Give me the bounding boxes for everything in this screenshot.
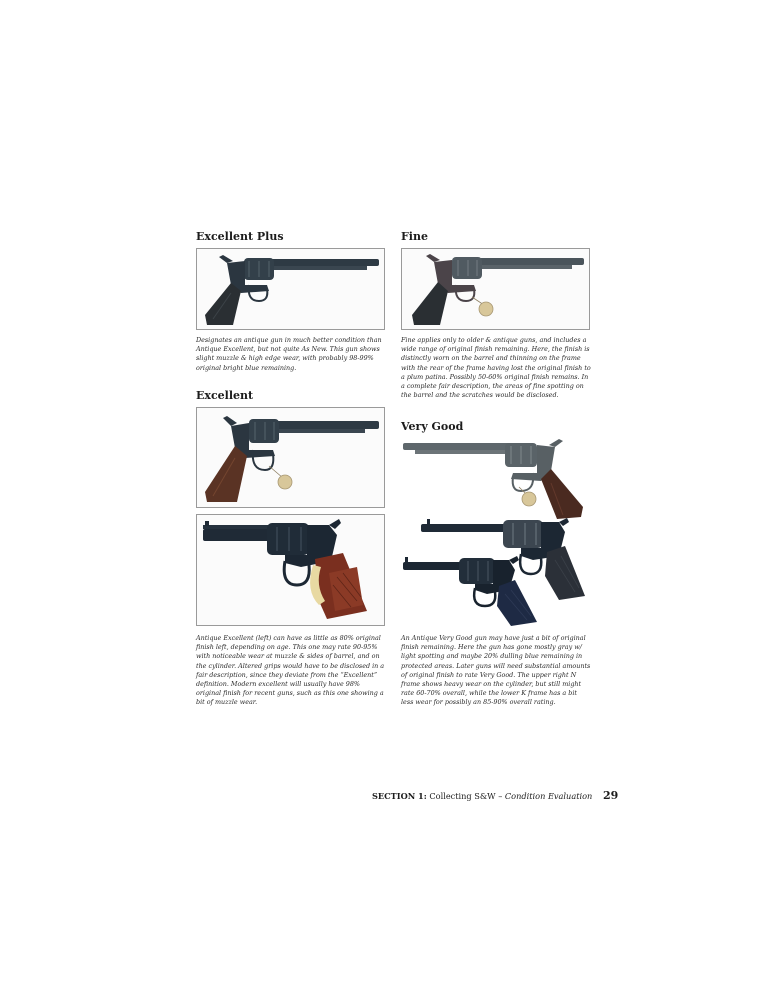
heading-excellent: Excellent [196,389,254,402]
photo-excellent-plus-revolver [196,248,385,330]
photo-excellent-antique-revolver [196,407,385,508]
caption-very-good: An Antique Very Good gun may have just a bit of original finish remaining. Here the gun has gone mostly gray w/ light spotting and maybe 20% dulling blue remaining in protected areas. Later guns will need substantial amounts of original finish to rate Very Good. The upper right N frame shows heavy wear on the cylinder, but still might rate 60-70% overall, while the lower K frame has a bit less wear for possibly an 85-90% overall rating. [401,634,591,707]
caption-fine: Fine applies only to older & antique guns, and includes a wide range of original finish remaining. Here, the finish is distinctly worn on the barrel and thinning on the frame with the rear of the frame having lost the original finish to a plum patina. Possibly 50-60% original finish remains. In a complete fair description, the areas of fine spotting on the barrel and the scratches would be disclosed. [401,336,591,400]
footer-section-label: SECTION 1: [372,791,427,801]
page-number: 29 [602,789,619,802]
photo-excellent-modern-revolver [196,514,385,626]
photo-very-good-k-frame-revolver [401,554,551,626]
footer-section-title: Collecting S&W [429,791,496,801]
heading-fine: Fine [401,230,428,243]
page-footer [372,789,618,802]
caption-excellent: Antique Excellent (left) can have as little as 80% original finish left, depending on age. This one may rate 90-95% with noticeable wear at muzzle & sides of barrel, and on the cylinder. Altered grips would have to be disclosed in a fair description, since they deviate from the “Excellent” definition. Modern excellent will usually have 98% original finish for recent guns, such as this one showing a bit of muzzle wear. [196,634,385,707]
heading-very-good: Very Good [401,420,464,433]
footer-topic: Condition Evaluation [504,791,593,801]
footer-separator: – [498,791,503,801]
photo-fine-revolver [401,248,590,330]
heading-excellent-plus: Excellent Plus [196,230,284,243]
photo-very-good-antique-revolver [401,437,590,522]
caption-excellent-plus: Designates an antique gun in much better condition than Antique Excellent, but not quite As New. This gun shows slight muzzle & high edge wear, with probably 98-99% original bright blue remaining. [196,336,382,372]
